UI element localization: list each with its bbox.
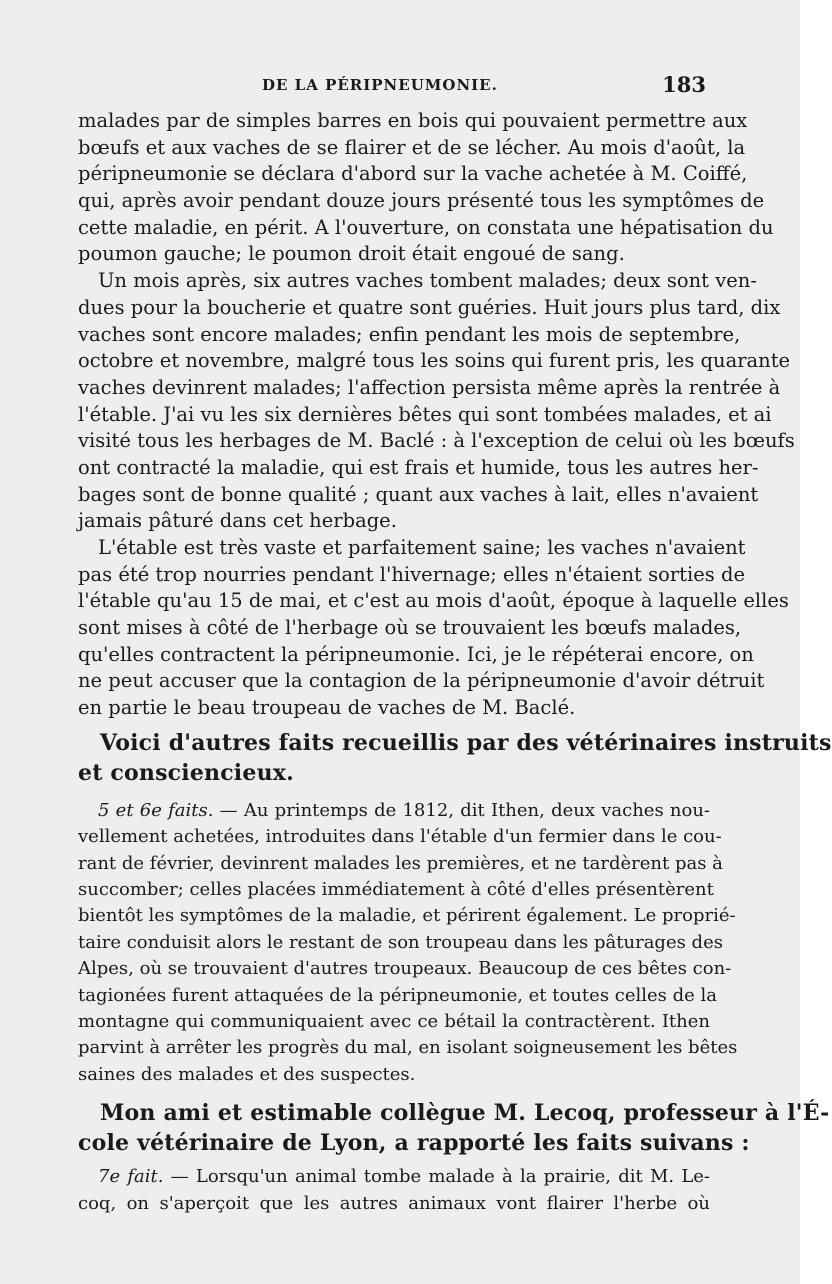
heading-line: Mon ami et estimable collègue M. Lecoq, professeur à l'É- bbox=[100, 1100, 830, 1127]
paragraph-3 bbox=[78, 535, 789, 722]
fact-label: 5 et 6e faits. bbox=[98, 799, 214, 821]
text-line: en partie le beau troupeau de vaches de M. Baclé. bbox=[78, 696, 576, 720]
text-line: L'étable est très vaste et parfaitement saine; les vaches n'avaient bbox=[98, 536, 746, 559]
text-line: sont mises à côté de l'herbage où se trouvaient les bœufs malades, bbox=[78, 616, 742, 640]
text-run: — Au printemps de 1812, dit Ithen, deux vaches nou- bbox=[213, 799, 710, 821]
text-line bbox=[78, 1164, 710, 1190]
text-line: Un mois après, six autres vaches tombent malades; deux sont ven- bbox=[98, 269, 757, 293]
text-line: qu'elles contractent la péripneumonie. Ici, je le répéterai encore, on bbox=[78, 642, 754, 666]
text-line: montagne qui communiquaient avec ce bétail la contractèrent. Ithen bbox=[78, 1010, 710, 1032]
text-line: l'étable qu'au 15 de mai, et c'est au mois d'août, époque à laquelle elles bbox=[78, 589, 789, 613]
text-line: bœufs et aux vaches de se flairer et de se lécher. Au mois d'août, la bbox=[78, 135, 746, 159]
fact-label: 7e fait. bbox=[98, 1166, 164, 1188]
text-line bbox=[78, 798, 710, 824]
text-line: taire conduisit alors le restant de son troupeau dans les pâturages des bbox=[78, 931, 723, 953]
heading-line: cole vétérinaire de Lyon, a rapporté les faits suivans : bbox=[78, 1130, 750, 1157]
text-line: dues pour la boucherie et quatre sont guéries. Huit jours plus tard, dix bbox=[78, 295, 781, 319]
text-line: qui, après avoir pendant douze jours présenté tous les symptômes de bbox=[78, 189, 765, 213]
text-line: cette maladie, en périt. A l'ouverture, on constata une hépatisation du bbox=[78, 215, 774, 239]
paragraph-2 bbox=[78, 268, 795, 535]
text-line: saines des malades et des suspectes. bbox=[78, 1063, 416, 1085]
text-line: vellement achetées, introduites dans l'étable d'un fermier dans le cou- bbox=[78, 826, 722, 848]
paragraph-5 bbox=[78, 1164, 710, 1217]
paragraph-1 bbox=[78, 108, 774, 268]
text-line: coq, on s'aperçoit que les autres animaux vont flairer l'herbe où bbox=[78, 1192, 710, 1214]
text-line: poumon gauche; le poumon droit était engoué de sang. bbox=[78, 242, 625, 266]
section-heading-2 bbox=[78, 1098, 830, 1158]
page-number: 183 bbox=[662, 72, 706, 97]
text-line: parvint à arrêter les progrès du mal, en isolant soigneusement les bêtes bbox=[78, 1037, 738, 1059]
text-line: bages sont de bonne qualité ; quant aux vaches à lait, elles n'avaient bbox=[78, 482, 759, 506]
text-line: ne peut accuser que la contagion de la péripneumonie d'avoir détruit bbox=[78, 669, 765, 693]
text-line: ont contracté la maladie, qui est frais et humide, tous les autres her- bbox=[78, 455, 759, 479]
text-run: — Lorsqu'un animal tombe malade à la prairie, dit M. Le- bbox=[163, 1166, 711, 1188]
text-line: vaches sont encore malades; enfin pendant les mois de septembre, bbox=[78, 322, 741, 346]
page-header bbox=[78, 72, 710, 102]
text-line: malades par de simples barres en bois qui pouvaient permettre aux bbox=[78, 109, 748, 132]
heading-line: Voici d'autres faits recueillis par des vétérinaires instruits bbox=[100, 729, 832, 756]
text-line: succomber; celles placées immédiatement à côté d'elles présentèrent bbox=[78, 878, 714, 900]
text-line: l'étable. J'ai vu les six dernières bêtes qui sont tombées malades, et ai bbox=[78, 402, 772, 426]
text-line: visité tous les herbages de M. Baclé : à l'exception de celui où les bœufs bbox=[78, 429, 795, 453]
text-line: pas été trop nourries pendant l'hivernage; elles n'étaient sorties de bbox=[78, 562, 745, 586]
text-line: péripneumonie se déclara d'abord sur la vache achetée à M. Coiffé, bbox=[78, 162, 748, 186]
text-line: tagionées furent attaquées de la péripneumonie, et toutes celles de la bbox=[78, 984, 718, 1006]
heading-line: et consciencieux. bbox=[78, 759, 294, 786]
text-line: Alpes, où se trouvaient d'autres troupeaux. Beaucoup de ces bêtes con- bbox=[78, 958, 732, 980]
text-line: octobre et novembre, malgré tous les soins qui furent pris, les quarante bbox=[78, 349, 791, 373]
page-body bbox=[78, 108, 832, 1217]
section-heading-1 bbox=[78, 728, 832, 788]
paragraph-4 bbox=[78, 798, 738, 1088]
text-line: jamais pâturé dans cet herbage. bbox=[78, 509, 397, 533]
text-line: rant de février, devinrent malades les premières, et ne tardèrent pas à bbox=[78, 852, 723, 874]
text-line: bientôt les symptômes de la maladie, et périrent également. Le proprié- bbox=[78, 905, 736, 927]
running-title: DE LA PÉRIPNEUMONIE. bbox=[262, 76, 498, 94]
text-line: vaches devinrent malades; l'affection persista même après la rentrée à bbox=[78, 375, 781, 399]
